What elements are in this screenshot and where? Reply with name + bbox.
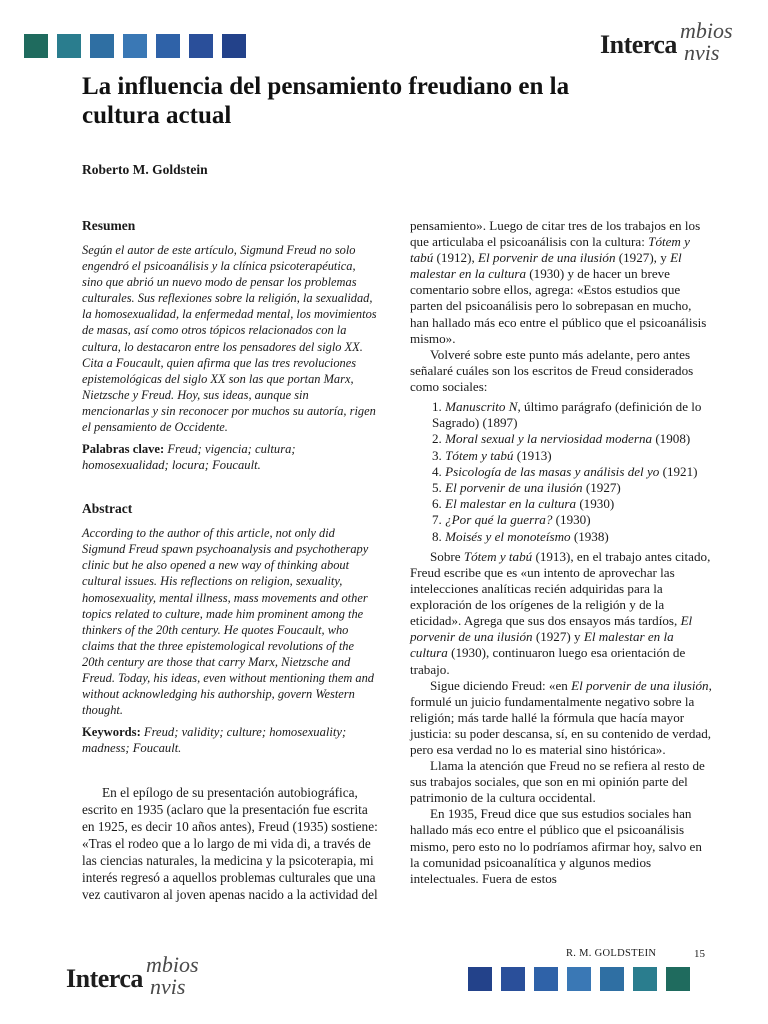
journal-logo-bottom bbox=[66, 952, 226, 1002]
abstract-text: According to the author of this article, not only did Sigmund Freud spawn psychoanalysis and psychotherapy clinic but he also opened a new way of thinking about cultural issues. His reflections on religion, sexuality, homosexuality, mental illness, mass movements and other topics related to culture, made him prominent among the thinkers of the 20th century. He quotes Foucault, who claims that the three epistemological revolutions of the 20th century are those that carry Marx, Nietzsche and Freud. Today, his ideas, even without mentioning them and without acknowledging his authorship, govern Western thought. bbox=[82, 526, 374, 718]
right-column bbox=[410, 218, 712, 887]
text-run: (1921) bbox=[659, 463, 698, 479]
list-item bbox=[432, 480, 712, 496]
body-paragraph: En el epílogo de su presentación autobiográfica, escrito en 1935 (aclaro que la presentación fue escrita en 1925, es decir 10 años antes), Freud (1935) sostiene: «Tras el rodeo que a lo largo de mi vida di, a través de las ciencias naturales, la medicina y la psicoterapia, mi interés regresó a aquellos problemas culturales que una vez cautivaron al joven apenas nacido a la actividad del bbox=[82, 785, 378, 903]
list-item bbox=[432, 512, 712, 528]
decor-square bbox=[222, 34, 246, 58]
keywords-label: Palabras clave: bbox=[82, 442, 165, 457]
text-run: pensamiento». Luego de citar tres de los trabajos en los que articulaba el psicoanálisis con la cultura: bbox=[410, 218, 701, 250]
decor-square bbox=[567, 967, 591, 991]
text-run: (1912), bbox=[433, 250, 479, 266]
work-title: Manuscrito N bbox=[445, 399, 518, 415]
decor-square bbox=[123, 34, 147, 58]
logo-sup-text: mbios bbox=[680, 18, 733, 43]
decor-square bbox=[156, 34, 180, 58]
social-works-list bbox=[410, 399, 712, 545]
work-title: Moral sexual y la nerviosidad moderna bbox=[445, 431, 653, 447]
work-title: El malestar en la cultura bbox=[445, 496, 577, 512]
text-run: (1927) y bbox=[532, 629, 584, 645]
work-title: Tótem y tabú bbox=[463, 548, 533, 564]
decor-square bbox=[534, 967, 558, 991]
decor-square bbox=[24, 34, 48, 58]
text-run: (1930) bbox=[552, 512, 591, 528]
logo-main-text: Interca bbox=[66, 964, 143, 993]
text-run: (1913), en el trabajo antes citado, Freud escribe que es «un intento de aprovechar las intelecciones analíticas recién adquiridas para la exploración de los orígenes de la religión y de la eticidad». Agrega que sus dos ensayos más tardíos, bbox=[410, 548, 711, 629]
item-number: 5. bbox=[432, 480, 442, 496]
logo-sup-text-2: nvis bbox=[684, 40, 720, 65]
resumen-title: Resumen bbox=[82, 218, 136, 233]
text-run: , formulé un juicio fundamentalmente negativo sobre la religión; más tarde hallé la fórmula que hacía mayor justicia: su poder descansa, sí, en su contenido de verdad, pero esa verdad no lo es material sino histórica». bbox=[410, 677, 712, 757]
text-run: (1908) bbox=[652, 431, 691, 447]
journal-logo bbox=[600, 18, 760, 68]
work-title: El malestar en la cultura bbox=[410, 250, 682, 282]
decor-square bbox=[90, 34, 114, 58]
resumen-keywords bbox=[82, 441, 378, 473]
decor-square bbox=[633, 967, 657, 991]
work-title: Tótem y tabú bbox=[410, 234, 690, 266]
body-paragraph: Llama la atención que Freud no se refiera al resto de sus trabajos sociales, que son en mi opinión parte del patrimonio de la cultura occidental. bbox=[410, 758, 705, 806]
work-title: El malestar en la cultura bbox=[410, 629, 674, 661]
left-column bbox=[82, 218, 378, 903]
item-number: 2. bbox=[432, 431, 442, 447]
abstract-title: Abstract bbox=[82, 501, 133, 517]
work-title: Psicología de las masas y análisis del yo bbox=[445, 463, 660, 479]
decor-square bbox=[600, 967, 624, 991]
keywords-values-en: Freud; validity; culture; homosexuality; madness; Foucault. bbox=[82, 725, 347, 756]
article-title: La influencia del pensamiento freudiano en la cultura actual bbox=[82, 73, 570, 129]
decor-square bbox=[57, 34, 81, 58]
decor-square bbox=[666, 967, 690, 991]
text-run: Sigue diciendo Freud: «en bbox=[430, 677, 572, 693]
logo-main-text: Interca bbox=[600, 30, 677, 59]
item-number: 7. bbox=[432, 512, 442, 528]
text-run: (1930) y de hacer un breve comentario sobre ellos, agrega: «Estos estudios que parten del psicoanálisis pero lo sobrepasan en mucho, han hallado más eco entre el público que el psicoanálisis mismo». bbox=[410, 266, 707, 346]
keywords-label-en: Keywords: bbox=[82, 725, 141, 740]
article-author: Roberto M. Goldstein bbox=[82, 162, 208, 177]
resumen-text: Según el autor de este artículo, Sigmund Freud no solo engendró el psicoanálisis y la clínica psicoterapéutica, sino que abrió un nuevo modo de pensar los problemas culturales. Sus reflexiones sobre la religión, la sexualidad, la homosexualidad, la enfermedad mental, los movimientos de masas, así como otros tópicos relacionados con la cultura, lo destacaron entre los pensadores del siglo XX. Cita a Foucault, quien afirma que las tres revoluciones epistemológicas del siglo XX son las que portan Marx, Nietzsche y Freud. Hoy, sus ideas, aunque sin mencionarlas y sin reconocer por muchos su autoría, rigen el pensamiento de Occidente. bbox=[82, 243, 377, 435]
bottom-decorative-squares bbox=[468, 967, 690, 991]
body-paragraph bbox=[410, 218, 712, 347]
list-item bbox=[432, 464, 712, 480]
item-number: 4. bbox=[432, 463, 442, 479]
text-run: Sobre bbox=[430, 548, 464, 564]
item-number: 3. bbox=[432, 447, 442, 463]
decor-square bbox=[468, 967, 492, 991]
work-title: El porvenir de una ilusión bbox=[410, 613, 693, 645]
text-run: (1930) bbox=[576, 496, 615, 512]
work-title: El porvenir de una ilusión bbox=[445, 480, 583, 496]
work-title: El porvenir de una ilusión bbox=[478, 250, 616, 266]
text-run: (1913) bbox=[513, 447, 552, 463]
text-run: , último parágrafo (definición de lo Sagrado) (1897) bbox=[432, 399, 702, 431]
list-item bbox=[432, 448, 712, 464]
keywords-values: Freud; vigencia; cultura; homosexualidad; locura; Foucault. bbox=[82, 442, 296, 473]
list-item bbox=[432, 431, 712, 447]
logo-sup-text-2: nvis bbox=[150, 974, 186, 999]
text-run: (1927), y bbox=[615, 250, 671, 266]
decor-square bbox=[189, 34, 213, 58]
abstract-keywords bbox=[82, 724, 378, 756]
list-item bbox=[432, 399, 712, 431]
body-paragraph: Volveré sobre este punto más adelante, pero antes señalaré cuáles son los escritos de Freud considerados como sociales: bbox=[410, 346, 694, 394]
item-number: 1. bbox=[432, 399, 442, 415]
item-number: 6. bbox=[432, 496, 442, 512]
list-item bbox=[432, 529, 712, 545]
body-paragraph bbox=[410, 678, 712, 758]
top-decorative-squares bbox=[24, 34, 246, 58]
list-item bbox=[432, 496, 712, 512]
logo-sup-text: mbios bbox=[146, 952, 199, 977]
item-number: 8. bbox=[432, 528, 442, 544]
body-paragraph: En 1935, Freud dice que sus estudios sociales han hallado más eco entre el público que el psicoanálisis mismo, pero esto no lo podríamos afirmar hoy, salvo en la comunidad psicoanalítica y algunos medios intelectuales. Fuera de estos bbox=[410, 806, 702, 886]
body-paragraph bbox=[410, 549, 712, 678]
page-number: 15 bbox=[694, 948, 705, 960]
text-run: (1927) bbox=[582, 480, 621, 496]
work-title: El porvenir de una ilusión bbox=[571, 677, 709, 693]
text-run: (1938) bbox=[570, 528, 609, 544]
running-footer-author: R. M. GOLDSTEIN bbox=[566, 948, 657, 959]
work-title: Moisés y el monoteísmo bbox=[445, 528, 571, 544]
work-title: ¿Por qué la guerra? bbox=[445, 512, 553, 528]
work-title: Tótem y tabú bbox=[445, 447, 514, 463]
text-run: (1930), continuaron luego esa orientación de trabajo. bbox=[410, 645, 686, 677]
decor-square bbox=[501, 967, 525, 991]
